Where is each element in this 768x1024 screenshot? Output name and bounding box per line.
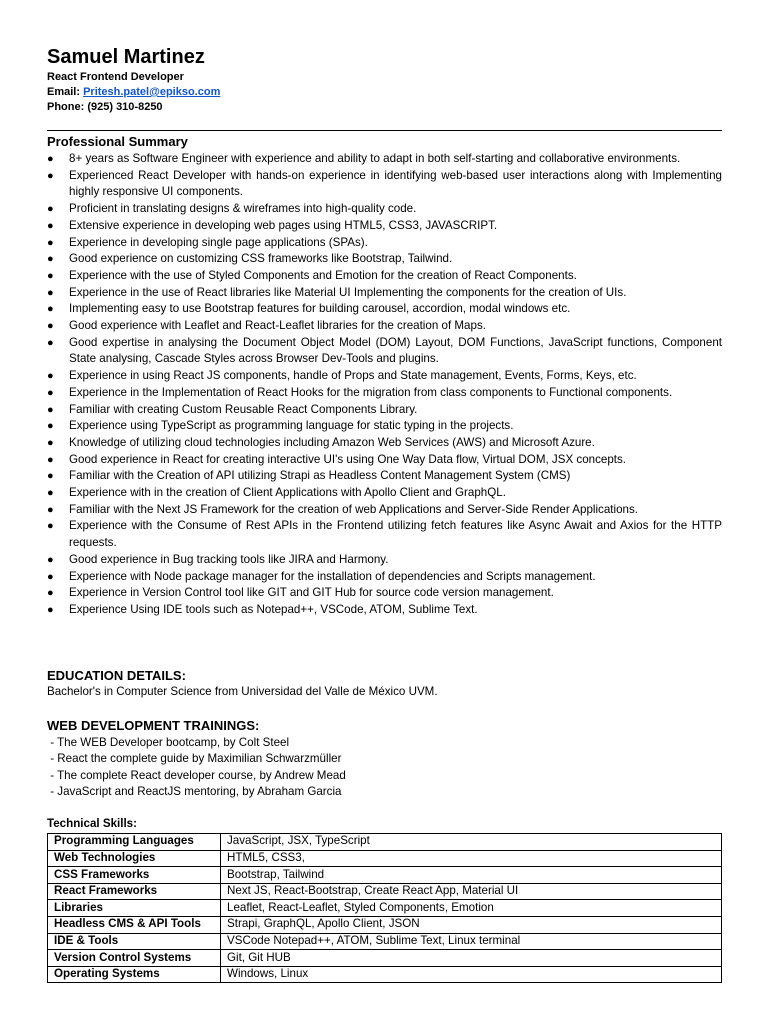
skills-heading: Technical Skills:	[47, 817, 137, 830]
summary-item	[47, 251, 722, 268]
summary-item	[47, 318, 722, 335]
summary-item	[47, 385, 722, 402]
skills-row	[48, 834, 722, 851]
summary-item-text: Experience in developing single page applications (SPAs).	[69, 235, 368, 249]
summary-item-text: Experience in Version Control tool like GIT and GIT Hub for source code version management.	[69, 586, 554, 600]
summary-item	[47, 301, 722, 318]
bullet-icon: ●	[47, 436, 54, 449]
summary-item	[47, 218, 722, 235]
email-link[interactable]: Pritesh.patel@epikso.com	[83, 86, 221, 98]
skill-category: IDE & Tools	[48, 933, 221, 950]
summary-item-text: Knowledge of utilizing cloud technologies including Amazon Web Services (AWS) and Microsoft Azure.	[69, 435, 595, 449]
summary-item	[47, 452, 722, 469]
skill-values: VSCode Notepad++, ATOM, Sublime Text, Linux terminal	[221, 933, 722, 950]
bullet-icon: ●	[47, 603, 54, 616]
bullet-icon: ●	[47, 553, 54, 566]
training-item: - The complete React developer course, by Andrew Mead	[47, 768, 346, 782]
summary-item-text: Familiar with the Creation of API utilizing Strapi as Headless Content Management System (CMS)	[69, 469, 571, 483]
header-divider	[47, 130, 722, 131]
skill-values: Strapi, GraphQL, Apollo Client, JSON	[221, 916, 722, 933]
summary-item	[47, 418, 722, 435]
skills-table	[47, 833, 722, 983]
summary-item	[47, 268, 722, 285]
bullet-icon: ●	[47, 303, 54, 316]
summary-item	[47, 602, 722, 619]
skill-category: Operating Systems	[48, 966, 221, 983]
training-item: - JavaScript and ReactJS mentoring, by Abraham Garcia	[47, 785, 342, 799]
skill-values: Windows, Linux	[221, 966, 722, 983]
bullet-icon: ●	[47, 269, 54, 282]
bullet-icon: ●	[47, 169, 54, 182]
summary-item	[47, 368, 722, 385]
bullet-icon: ●	[47, 370, 54, 383]
summary-item	[47, 335, 722, 368]
bullet-icon: ●	[47, 587, 54, 600]
summary-list	[47, 151, 722, 619]
summary-item	[47, 235, 722, 252]
bullet-icon: ●	[47, 487, 54, 500]
summary-item	[47, 585, 722, 602]
bullet-icon: ●	[47, 453, 54, 466]
summary-item-text: Experience in the use of React libraries like Material UI Implementing the components for the creation of UIs.	[69, 285, 627, 299]
skill-category: React Frameworks	[48, 883, 221, 900]
summary-item-text: Good experience in React for creating interactive UI's using One Way Data flow, Virtual DOM, JSX concepts.	[69, 452, 627, 466]
trainings-heading: WEB DEVELOPMENT TRAININGS:	[47, 718, 260, 733]
skills-row	[48, 950, 722, 967]
summary-item-text: Experience using TypeScript as programming language for static typing in the projects.	[69, 419, 514, 433]
bullet-icon: ●	[47, 236, 54, 249]
skill-category: Version Control Systems	[48, 950, 221, 967]
bullet-icon: ●	[47, 219, 54, 232]
bullet-icon: ●	[47, 336, 54, 349]
summary-item-text: Experienced React Developer with hands-on experience in identifying web-based user interactions along with Implementing highly responsive UI components.	[69, 168, 722, 199]
bullet-icon: ●	[47, 203, 54, 216]
skill-values: HTML5, CSS3,	[221, 850, 722, 867]
skills-row	[48, 867, 722, 884]
bullet-icon: ●	[47, 153, 54, 165]
trainings-list	[47, 735, 346, 801]
skills-row	[48, 850, 722, 867]
summary-item-text: Experience with Node package manager for the installation of dependencies and Scripts management.	[69, 569, 596, 583]
summary-item	[47, 552, 722, 569]
summary-item-text: Experience in the Implementation of React Hooks for the migration from class components to Functional components.	[69, 385, 673, 399]
summary-item-text: Good experience on customizing CSS frameworks like Bootstrap, Tailwind.	[69, 252, 453, 266]
bullet-icon: ●	[47, 386, 54, 399]
training-item: - The WEB Developer bootcamp, by Colt Steel	[47, 736, 290, 749]
summary-item	[47, 402, 722, 419]
summary-item-text: Good expertise in analysing the Document Object Model (DOM) Layout, DOM Functions, JavaScript functions, Component State analysing, Cascade Styles across Browser Dev-Tools and plugins.	[69, 335, 722, 366]
skill-category: Headless CMS & API Tools	[48, 916, 221, 933]
skills-row	[48, 966, 722, 983]
summary-item-text: Experience with the use of Styled Components and Emotion for the creation of React Components.	[69, 268, 577, 282]
skill-values: Git, Git HUB	[221, 950, 722, 967]
summary-item	[47, 502, 722, 519]
skill-category: Web Technologies	[48, 850, 221, 867]
summary-item	[47, 518, 722, 551]
skill-values: Leaflet, React-Leaflet, Styled Components, Emotion	[221, 900, 722, 917]
bullet-icon: ●	[47, 570, 54, 583]
bullet-icon: ●	[47, 403, 54, 416]
email-label: Email:	[47, 86, 84, 98]
skill-values: JavaScript, JSX, TypeScript	[221, 834, 722, 851]
summary-item-text: Experience with in the creation of Client Applications with Apollo Client and GraphQL.	[69, 486, 506, 500]
bullet-icon: ●	[47, 320, 54, 333]
summary-item	[47, 468, 722, 485]
summary-item	[47, 485, 722, 502]
skill-values: Next JS, React-Bootstrap, Create React App, Material UI	[221, 883, 722, 900]
summary-item	[47, 435, 722, 452]
summary-item-text: Experience with the Consume of Rest APIs in the Frontend utilizing fetch features like Async Await and Axios for the HTTP requests.	[69, 519, 722, 550]
email-line	[47, 85, 220, 100]
skill-category: Programming Languages	[48, 834, 221, 851]
summary-heading: Professional Summary	[47, 134, 188, 149]
candidate-title: React Frontend Developer	[47, 71, 184, 83]
summary-item	[47, 201, 722, 218]
summary-item	[47, 285, 722, 302]
summary-item-text: 8+ years as Software Engineer with experience and ability to adapt in both self-starting and collaborative environments.	[69, 152, 681, 165]
bullet-icon: ●	[47, 520, 54, 533]
skills-row	[48, 916, 722, 933]
summary-item-text: Good experience with Leaflet and React-Leaflet libraries for the creation of Maps.	[69, 319, 486, 333]
education-text: Bachelor's in Computer Science from Universidad del Valle de México UVM.	[47, 685, 438, 698]
bullet-icon: ●	[47, 420, 54, 433]
summary-item-text: Proficient in translating designs & wireframes into high-quality code.	[69, 202, 417, 216]
summary-item	[47, 151, 722, 168]
summary-item-text: Implementing easy to use Bootstrap features for building carousel, accordion, modal windows etc.	[69, 302, 571, 316]
candidate-name: Samuel Martinez	[47, 46, 205, 68]
bullet-icon: ●	[47, 253, 54, 266]
training-item: - React the complete guide by Maximilian Schwarzmüller	[47, 752, 342, 766]
summary-item-text: Familiar with creating Custom Reusable React Components Library.	[69, 402, 418, 416]
skills-row	[48, 900, 722, 917]
summary-item	[47, 569, 722, 586]
summary-item-text: Experience in using React JS components, handle of Props and State management, Events, Forms, Keys, etc.	[69, 369, 637, 383]
skills-row	[48, 933, 722, 950]
summary-item-text: Extensive experience in developing web pages using HTML5, CSS3, JAVASCRIPT.	[69, 218, 498, 232]
summary-item-text: Familiar with the Next JS Framework for the creation of web Applications and Server-Side Render Applications.	[69, 502, 638, 516]
bullet-icon: ●	[47, 470, 54, 483]
summary-item	[47, 168, 722, 201]
skill-category: Libraries	[48, 900, 221, 917]
skills-row	[48, 883, 722, 900]
education-heading: EDUCATION DETAILS:	[47, 668, 186, 683]
summary-item-text: Good experience in Bug tracking tools like JIRA and Harmony.	[69, 552, 389, 566]
bullet-icon: ●	[47, 503, 54, 516]
skill-category: CSS Frameworks	[48, 867, 221, 884]
phone-line: Phone: (925) 310-8250	[47, 101, 163, 113]
resume-header	[47, 44, 220, 115]
summary-item-text: Experience Using IDE tools such as Notepad++, VSCode, ATOM, Sublime Text.	[69, 602, 478, 616]
skill-values: Bootstrap, Tailwind	[221, 867, 722, 884]
bullet-icon: ●	[47, 286, 54, 299]
